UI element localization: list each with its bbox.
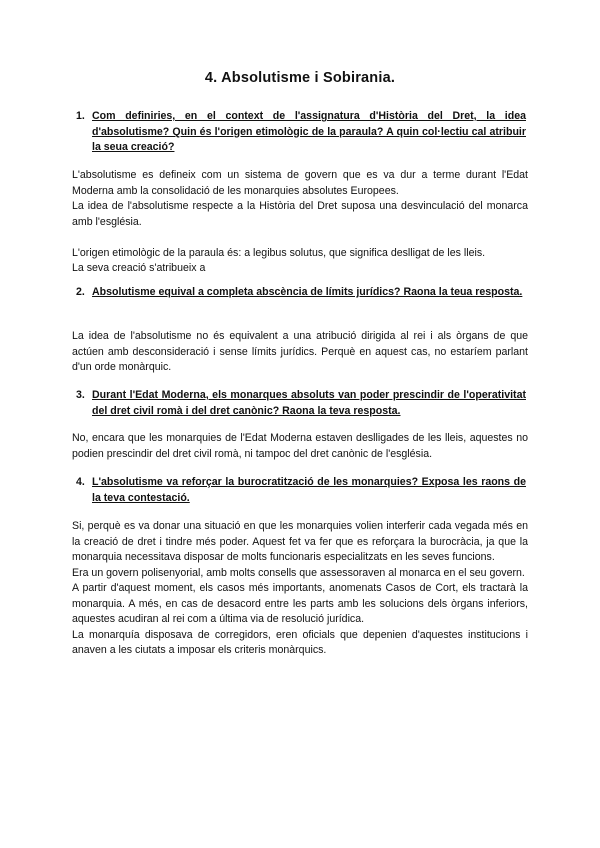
answer-paragraph: Era un govern polisenyorial, amb molts consells que assessoraven al monarca en el seu govern. <box>72 566 525 579</box>
question-number: 3. <box>76 389 85 401</box>
question-4 <box>76 475 526 506</box>
answer-2 <box>72 329 528 376</box>
question-3 <box>76 388 526 419</box>
question-text: Durant l'Edat Moderna, els monarques absoluts van poder prescindir de l'operativitat del dret civil romà i del dret canònic? Raona la teva resposta. <box>92 389 526 417</box>
answer-4 <box>72 519 528 659</box>
answer-paragraph: No, encara que les monarquies de l'Edat Moderna estaven deslligades de les lleis, aquestes no podien prescindir del dret civil romà, ni tampoc del dret canònic de l'església. <box>72 432 528 460</box>
page-title: 4. Absolutisme i Sobirania. <box>204 70 396 86</box>
answer-3 <box>72 431 528 462</box>
question-text: L'absolutisme va reforçar la burocratització de les monarquies? Exposa les raons de la teva contestació. <box>92 476 526 504</box>
answer-paragraph: La idea de l'absolutisme respecte a la Història del Dret suposa una desvinculació del monarca amb l'església. <box>72 200 528 228</box>
answer-paragraph: A partir d'aquest moment, els casos més importants, anomenats Casos de Cort, els tractarà la monarquia. A més, en cas de desacord entre les parts amb les solucions dels òrgans inferiors, aquestes acudiran al rei com a última via de resolució jurídica. <box>72 582 528 625</box>
answer-paragraph: Si, perquè es va donar una situació en que les monarquies volien interferir cada vegada més en la creació de dret i tindre més poder. Aquest fet va fer que es reforçara la burocràcia, ja que la monarquia necessitava disposar de molts funcionaris especialitzats en les seves funcions. <box>72 520 528 563</box>
question-2 <box>76 285 526 301</box>
question-1 <box>76 109 526 156</box>
question-text: Com definiries, en el context de l'assignatura d'Història del Dret, la idea d'absolutisme? Quin és l'origen etimològic de la paraula? A quin col·lectiu cal atribuir la seua creació? <box>92 110 526 153</box>
answer-paragraph: L'absolutisme es defineix com un sistema de govern que es va dur a terme durant l'Edat Moderna amb la consolidació de les monarquies absolutes Europees. <box>72 169 528 197</box>
answer-paragraph: La seva creació s'atribueix a <box>72 262 206 274</box>
answer-paragraph: L'origen etimològic de la paraula és: a legibus solutus, que significa deslligat de les lleis. <box>72 246 486 259</box>
question-text: Absolutisme equival a completa abscència de límits jurídics? Raona la teua resposta. <box>92 286 523 298</box>
answer-paragraph: La idea de l'absolutisme no és equivalent a una atribució dirigida al rei i als òrgans de que actúen amb desconsideració i sense límits jurídics. Perquè en aquest cas, no estaríem parlant d'un orde monàrquic. <box>72 330 528 373</box>
answer-1 <box>72 168 528 277</box>
question-number: 1. <box>76 110 85 122</box>
answer-paragraph: La monarquía disposava de corregidors, eren oficials que depenien d'aquestes institucions i anaven a les ciutats a imposar els criteris monàrquics. <box>72 628 528 656</box>
question-number: 4. <box>76 476 85 488</box>
question-number: 2. <box>76 286 85 298</box>
